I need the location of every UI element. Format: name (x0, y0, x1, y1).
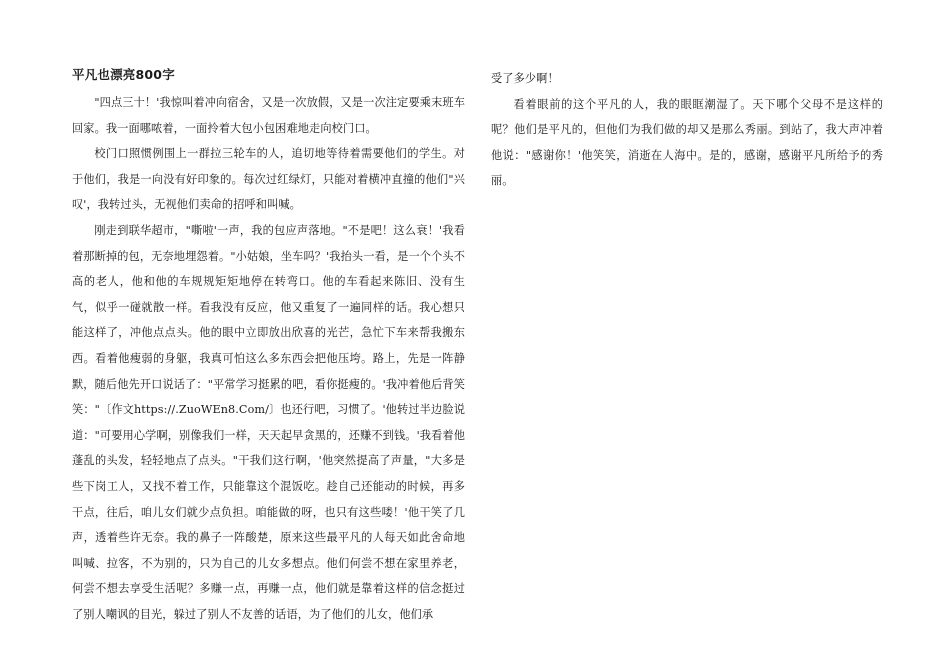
right-column (491, 66, 883, 194)
paragraph-2: 校门口照惯例围上一群拉三轮车的人，追切地等待着需要他们的学生。对于他们，我是一向没有好印象的。每次过红绿灯，只能对着横冲直撞的他们"兴叹'，我转过头，无视他们卖命的招呼和叫喊。 (72, 147, 465, 212)
paragraph-1: "四点三十！'我惊叫着冲向宿舍，又是一次放假，又是一次注定要乘末班车回家。我一面哪哝着，一面拎着大包小包困难地走向校门口。 (72, 96, 465, 135)
paragraph-3: 刚走到联华超市，"嘶啦'一声，我的包应声落地。"不是吧！这么衰！'我看着那断掉的包，无奈地埋怨着。"小姑娘，坐车吗？'我抬头一看，是一个个头不高的老人，他和他的车规规矩矩地停在转弯口。他的车看起来陈旧、没有生气，似乎一碰就散一样。看我没有反应，他又重复了一遍同样的话。我心想只能这样了，冲他点点头。他的眼中立即放出欣喜的光芒，急忙下车来帮我搬东西。看着他瘦弱的身躯，我真可怕这么多东西会把他压垮。路上，先是一阵静默，随后他先开口说话了："平常学习挺累的吧，看你挺瘦的。'我冲着他后背笑笑："〔作文https://.ZuoWEn8.Com/〕也还行吧，习惯了。'他转过半边脸说道："可要用心学啊，别像我们一样，天天起早贪黑的，还赚不到钱。'我看着他蓬乱的头发，轻轻地点了点头。"干我们这行啊，'他突然提高了声量，"大多是些下岗工人，又找不着工作，只能靠这个混饭吃。趁自己还能动的时候，再多干点，往后，咱儿女们就少点负担。咱能做的呀，也只有这些喽！'他干笑了几声，透着些许无奈。我的鼻子一阵酸楚，原来这些最平凡的人每天如此舍命地叫喊、拉客，不为别的，只为自己的儿女多想点。他们何尝不想在家里养老，何尝不想去享受生活呢？多赚一点，再赚一点，他们就是靠着这样的信念挺过了别人嘲讽的目光，躲过了别人不友善的话语，为了他们的儿女，他们承 (72, 223, 465, 621)
page-title: 平凡也漂亮800字 (72, 67, 175, 82)
left-column (72, 66, 465, 627)
paragraph-continuation: 受了多少啊！ (491, 72, 559, 85)
paragraph-4: 看着眼前的这个平凡的人，我的眼眶潮湿了。天下哪个父母不是这样的呢？他们是平凡的，但他们为我们做的却又是那么秀丽。到站了，我大声冲着他说："感谢你！'他笑笑，消逝在人海中。是的，感谢，感谢平凡所给予的秀丽。 (491, 97, 883, 188)
